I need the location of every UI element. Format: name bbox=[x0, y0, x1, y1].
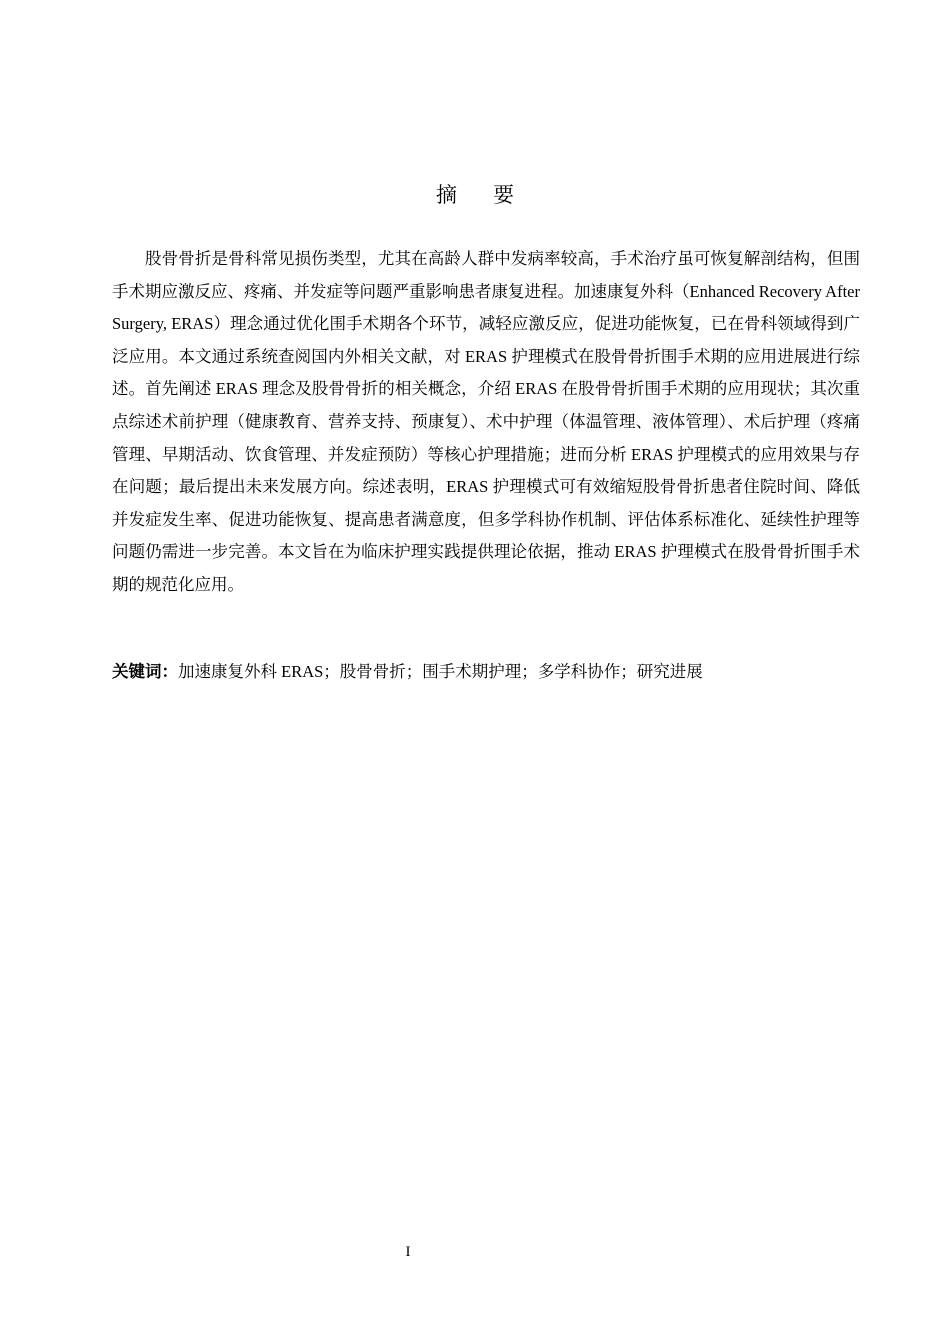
page-number: I bbox=[405, 1244, 411, 1260]
keywords-line bbox=[112, 656, 860, 688]
abstract-paragraph: 股骨骨折是骨科常见损伤类型，尤其在高龄人群中发病率较高，手术治疗虽可恢复解剖结构，但围手术期应激反应、疼痛、并发症等问题严重影响患者康复进程。加速康复外科（Enhanced Recovery After Surgery, ERAS）理念通过优化围手术期各个环节，减轻应激反应，促进功能恢复，已在骨科领域得到广泛应用。本文通过系统查阅国内外相关文献，对 ERAS 护理模式在股骨骨折围手术期的应用进展进行综述。首先阐述 ERAS 理念及股骨骨折的相关概念，介绍 ERAS 在股骨骨折围手术期的应用现状；其次重点综述术前护理（健康教育、营养支持、预康复）、术中护理（体温管理、液体管理）、术后护理（疼痛管理、早期活动、饮食管理、并发症预防）等核心护理措施；进而分析 ERAS 护理模式的应用效果与存在问题；最后提出未来发展方向。综述表明，ERAS 护理模式可有效缩短股骨骨折患者住院时间、降低并发症发生率、促进功能恢复、提高患者满意度，但多学科协作机制、评估体系标准化、延续性护理等问题仍需进一步完善。本文旨在为临床护理实践提供理论依据，推动 ERAS 护理模式在股骨骨折围手术期的规范化应用。 bbox=[112, 249, 860, 594]
keywords-label: 关键词： bbox=[112, 662, 178, 681]
keywords-text: 加速康复外科 ERAS；股骨骨折；围手术期护理；多学科协作；研究进展 bbox=[178, 662, 703, 681]
abstract-title: 摘要 bbox=[436, 183, 550, 207]
